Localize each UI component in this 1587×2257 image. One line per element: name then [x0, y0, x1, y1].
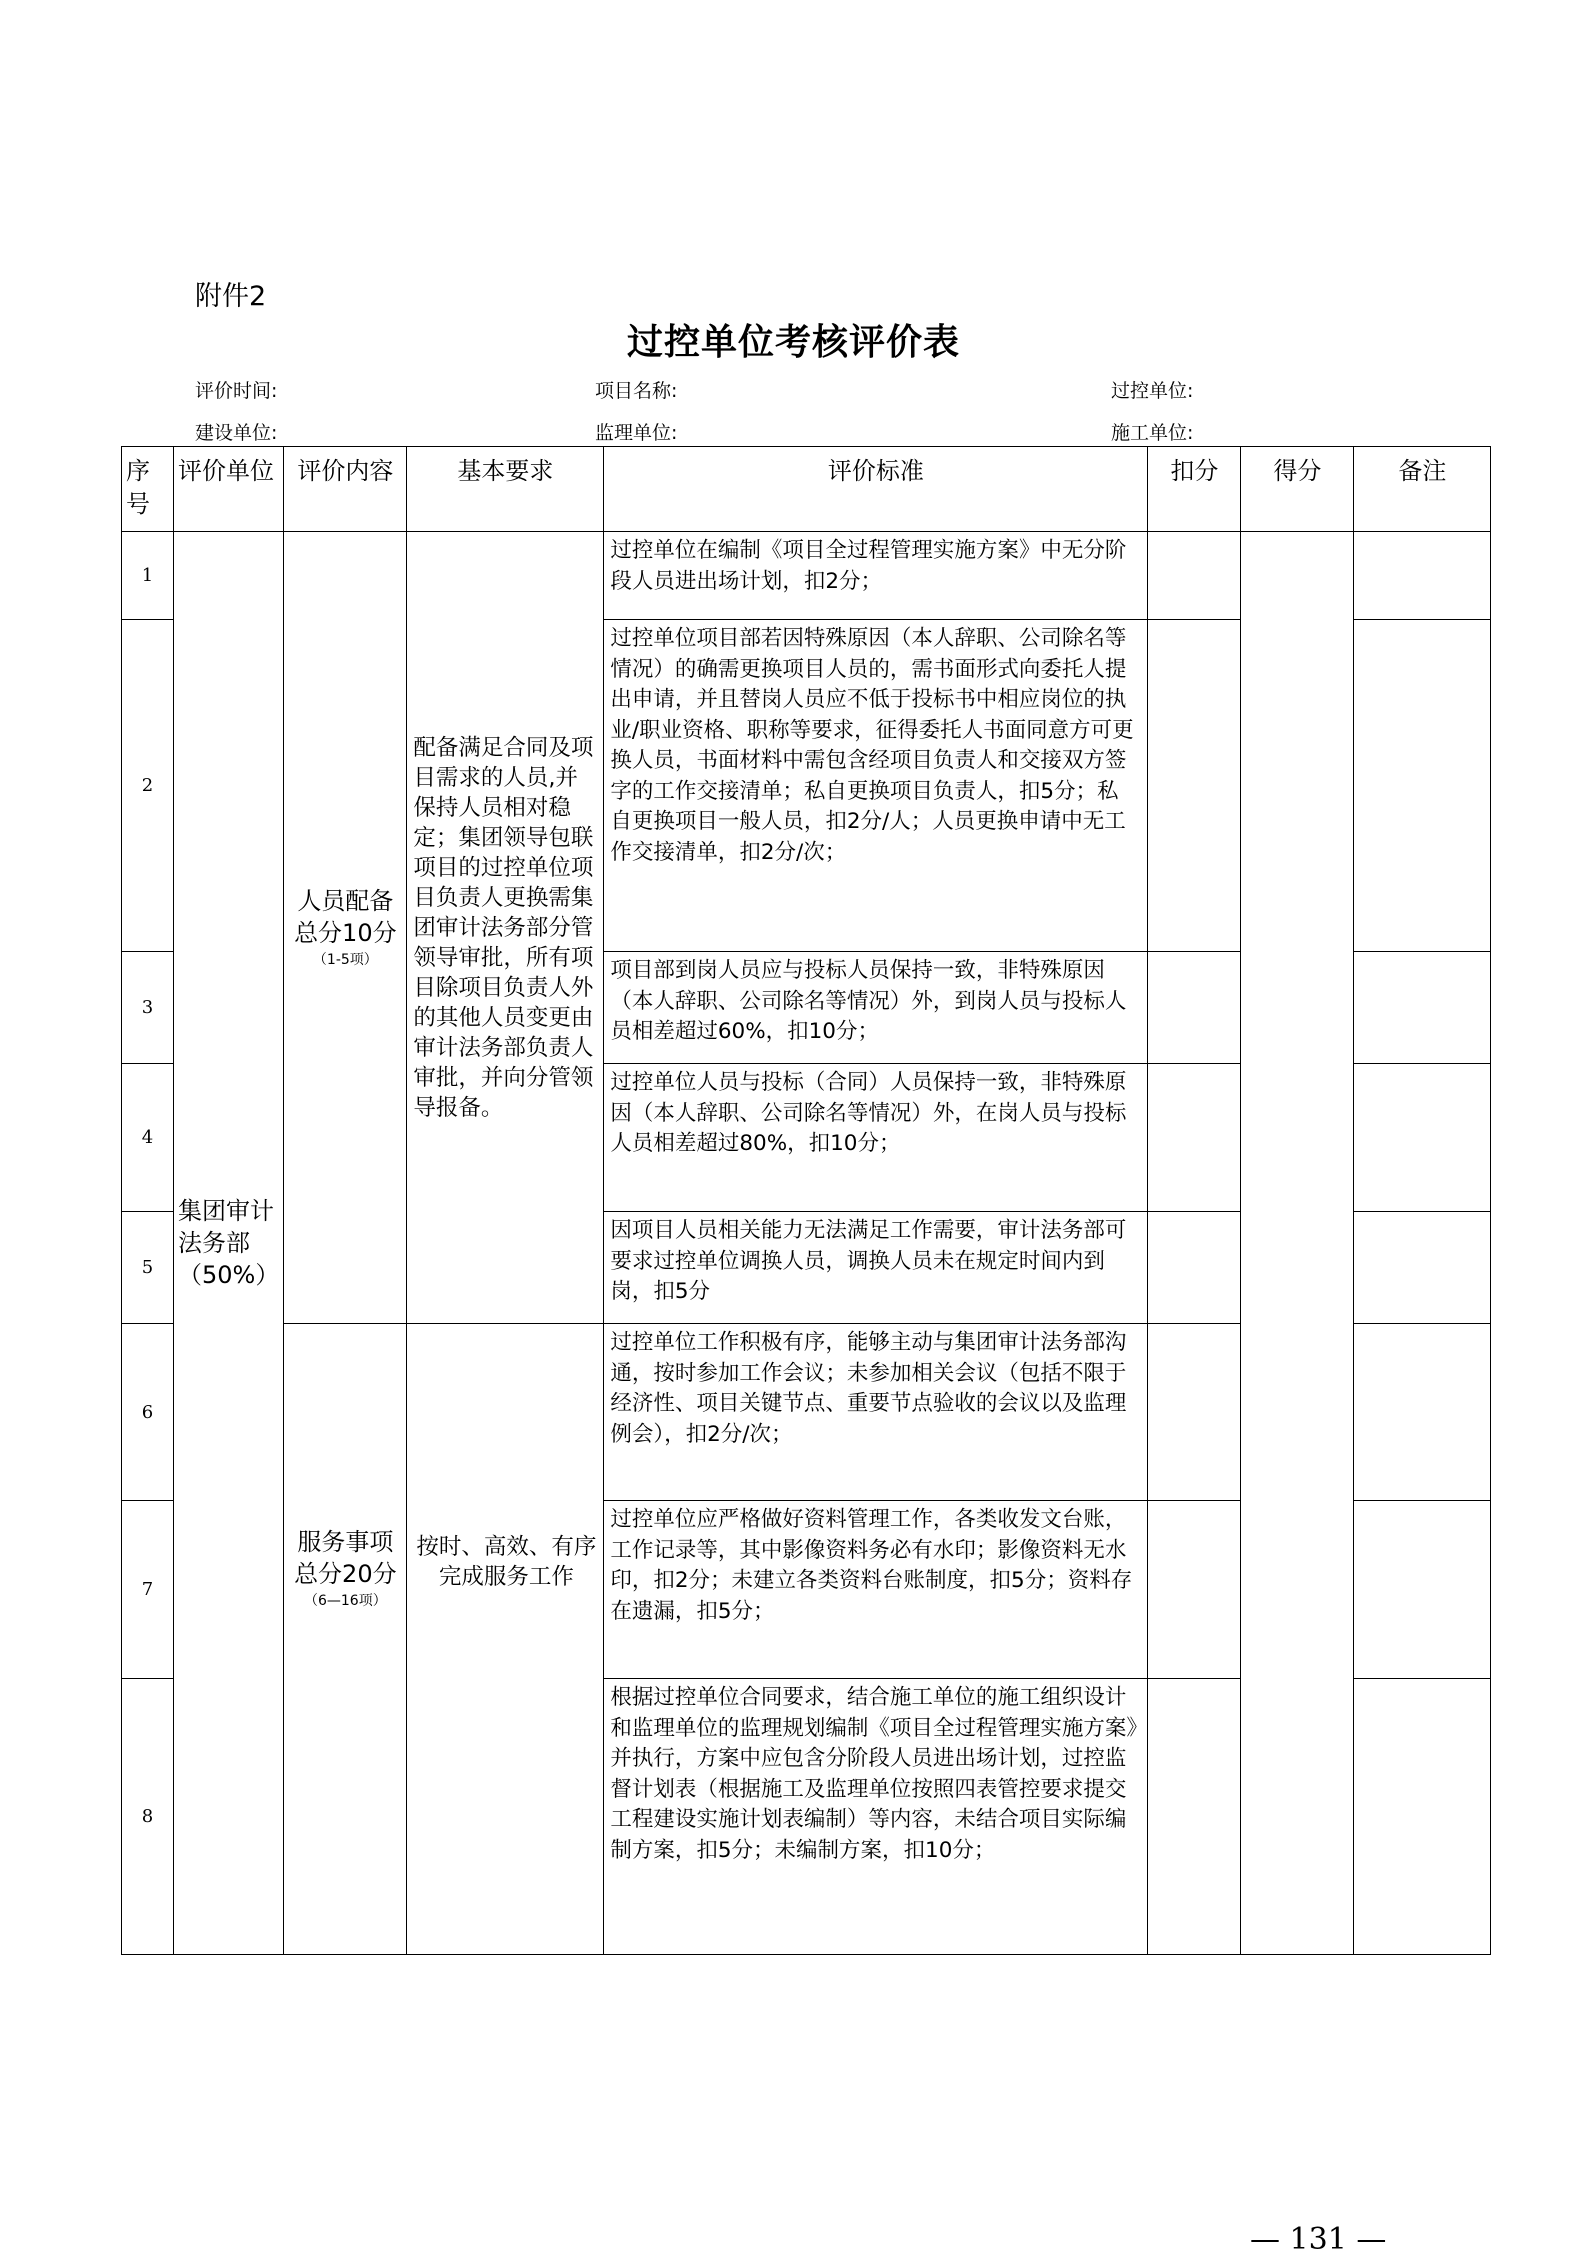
remarks-cell [1354, 1064, 1491, 1212]
evaluation-table [121, 446, 1491, 1955]
eval-unit-cell: 集团审计法务部（50%） [174, 532, 284, 1955]
page-number: — 131 — [1250, 2222, 1387, 2257]
table-row [122, 532, 1491, 620]
remarks-cell [1354, 1501, 1491, 1679]
page-title: 过控单位考核评价表 [626, 322, 960, 363]
eval-content-range: （6—16项） [303, 1593, 387, 1609]
remarks-cell [1354, 1324, 1491, 1501]
eval-content-text: 服务事项总分20分 [294, 1528, 397, 1588]
eval-content-cell [284, 1324, 407, 1955]
deduction-cell [1148, 952, 1241, 1064]
score-cell [1241, 532, 1354, 1955]
basic-requirement-cell: 配备满足合同及项目需求的人员,并保持人员相对稳定；集团领导包联项目的过控单位项目负责人更换需集团审计法务部分管领导审批，所有项目除项目负责人外的其他人员变更由审计法务部负责人审批，并向分管领导报备。 [407, 532, 604, 1324]
table-header-row [122, 447, 1491, 532]
attachment-label: 附件2 [195, 281, 267, 312]
build-unit-label: 建设单位: [195, 422, 278, 444]
remarks-cell [1354, 532, 1491, 620]
row-number: 2 [122, 620, 174, 952]
control-unit-label: 过控单位: [1111, 380, 1194, 402]
header-deduction: 扣分 [1148, 447, 1241, 532]
basic-requirement-cell: 按时、高效、有序完成服务工作 [407, 1324, 604, 1955]
criterion-cell: 过控单位项目部若因特殊原因（本人辞职、公司除名等情况）的确需更换项目人员的，需书面形式向委托人提出申请，并且替岗人员应不低于投标书中相应岗位的执业/职业资格、职称等要求，征得委托人书面同意方可更换人员，书面材料中需包含经项目负责人和交接双方签字的工作交接清单；私自更换项目负责人，扣5分；私自更换项目一般人员，扣2分/人；人员更换申请中无工作交接清单，扣2分/次； [604, 620, 1148, 952]
criterion-cell: 项目部到岗人员应与投标人员保持一致，非特殊原因（本人辞职、公司除名等情况）外，到岗人员与投标人员相差超过60%，扣10分； [604, 952, 1148, 1064]
deduction-cell [1148, 1501, 1241, 1679]
project-name-label: 项目名称: [595, 380, 678, 402]
header-eval-content: 评价内容 [284, 447, 407, 532]
row-number: 5 [122, 1212, 174, 1324]
deduction-cell [1148, 1324, 1241, 1501]
header-seq: 序号 [122, 447, 174, 532]
criterion-cell: 根据过控单位合同要求，结合施工单位的施工组织设计和监理单位的监理规划编制《项目全过程管理实施方案》并执行，方案中应包含分阶段人员进出场计划，过控监督计划表（根据施工及监理单位按照四表管控要求提交工程建设实施计划表编制）等内容，未结合项目实际编制方案，扣5分；未编制方案，扣10分； [604, 1679, 1148, 1955]
row-number: 4 [122, 1064, 174, 1212]
criterion-cell: 过控单位工作积极有序，能够主动与集团审计法务部沟通，按时参加工作会议；未参加相关会议（包括不限于经济性、项目关键节点、重要节点验收的会议以及监理例会），扣2分/次； [604, 1324, 1148, 1501]
eval-content-text: 人员配备总分10分 [294, 886, 397, 947]
remarks-cell [1354, 1212, 1491, 1324]
eval-content-range: （1-5项） [312, 951, 378, 968]
deduction-cell [1148, 620, 1241, 952]
criterion-cell: 过控单位应严格做好资料管理工作，各类收发文台账，工作记录等，其中影像资料务必有水印；影像资料无水印，扣2分；未建立各类资料台账制度，扣5分；资料存在遗漏，扣5分； [604, 1501, 1148, 1679]
header-eval-unit: 评价单位 [174, 447, 284, 532]
eval-time-label: 评价时间: [195, 380, 278, 402]
remarks-cell [1354, 620, 1491, 952]
deduction-cell [1148, 1679, 1241, 1955]
deduction-cell [1148, 532, 1241, 620]
construct-unit-label: 施工单位: [1111, 422, 1194, 444]
deduction-cell [1148, 1064, 1241, 1212]
row-number: 1 [122, 532, 174, 620]
header-remarks: 备注 [1354, 447, 1491, 532]
criterion-cell: 因项目人员相关能力无法满足工作需要，审计法务部可要求过控单位调换人员，调换人员未在规定时间内到岗，扣5分 [604, 1212, 1148, 1324]
header-score: 得分 [1241, 447, 1354, 532]
criterion-cell: 过控单位在编制《项目全过程管理实施方案》中无分阶段人员进出场计划，扣2分； [604, 532, 1148, 620]
eval-content-cell [284, 532, 407, 1324]
remarks-cell [1354, 952, 1491, 1064]
criterion-cell: 过控单位人员与投标（合同）人员保持一致，非特殊原因（本人辞职、公司除名等情况）外，在岗人员与投标人员相差超过80%，扣10分； [604, 1064, 1148, 1212]
header-basic-requirement: 基本要求 [407, 447, 604, 532]
row-number: 7 [122, 1501, 174, 1679]
row-number: 6 [122, 1324, 174, 1501]
row-number: 8 [122, 1679, 174, 1955]
deduction-cell [1148, 1212, 1241, 1324]
row-number: 3 [122, 952, 174, 1064]
supervise-unit-label: 监理单位: [595, 422, 678, 444]
header-eval-criterion: 评价标准 [604, 447, 1148, 532]
remarks-cell [1354, 1679, 1491, 1955]
